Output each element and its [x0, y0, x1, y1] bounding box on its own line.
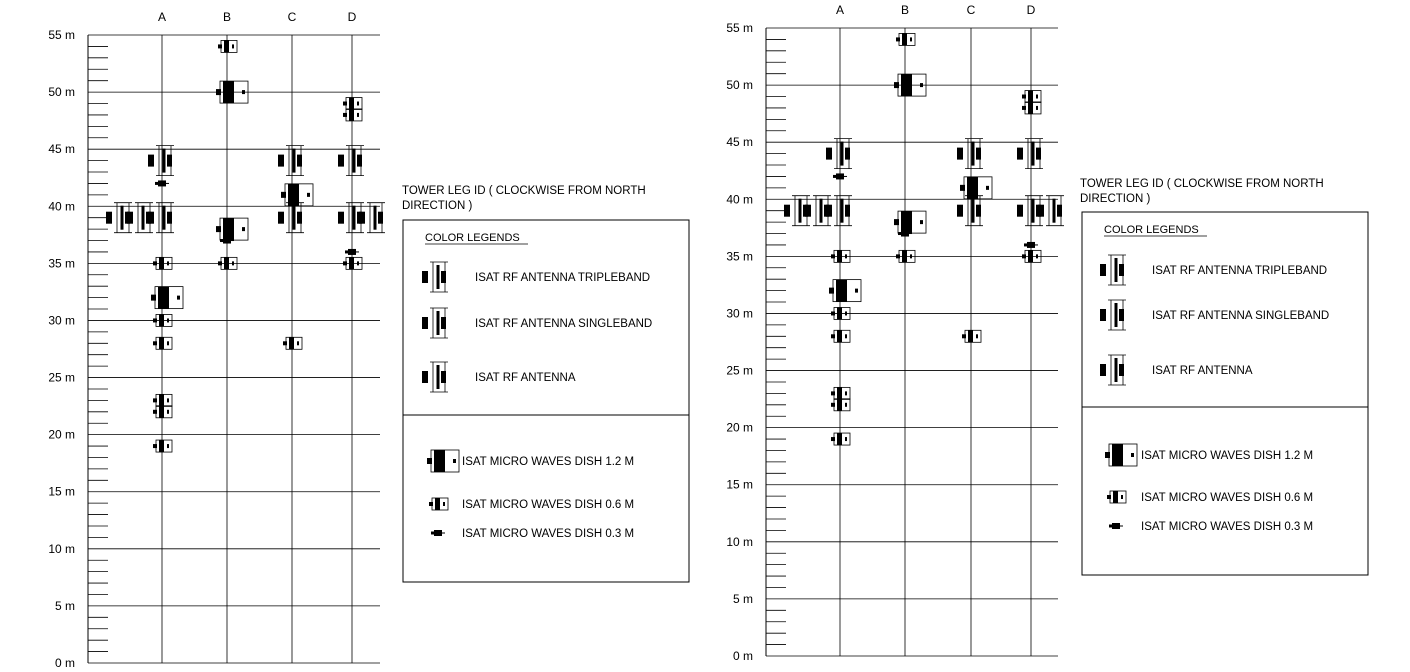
height-label: 50 m: [48, 85, 75, 100]
leg-header-b: B: [222, 10, 232, 24]
dish-0-6m-icon: [831, 433, 850, 445]
legend-item-dish12: ISAT MICRO WAVES DISH 1.2 M: [462, 456, 635, 468]
tower-leg-title: TOWER LEG ID ( CLOCKWISE FROM NORTH: [1080, 178, 1324, 190]
rf-antenna-icon: [1038, 196, 1064, 226]
rf-antenna-icon: [1100, 300, 1126, 330]
dish-0-6m-icon: [218, 40, 237, 52]
leg-header-d: D: [347, 10, 357, 24]
dish-0-6m-icon: [343, 98, 362, 110]
dish-0-6m-icon: [831, 399, 850, 411]
tower-leg-title-cont: DIRECTION ): [402, 200, 473, 212]
legend-item-singleband: ISAT RF ANTENNA SINGLEBAND: [475, 318, 653, 330]
panel-left: [48, 10, 689, 670]
rf-antenna-icon: [826, 196, 852, 226]
height-label: 0 m: [732, 649, 753, 663]
dish-0-6m-icon: [343, 109, 362, 121]
dish-1-2m-icon: [894, 74, 926, 96]
legend-item-dish06: ISAT MICRO WAVES DISH 0.6 M: [1141, 492, 1314, 504]
rf-antenna-icon: [422, 308, 448, 338]
dish-0-6m-icon: [153, 440, 172, 452]
rf-antenna-icon: [1100, 355, 1126, 385]
dish-0-6m-icon: [831, 387, 850, 399]
height-label: 20 m: [48, 427, 75, 442]
dish-0-6m-icon: [153, 406, 172, 418]
rf-antenna-icon: [359, 203, 385, 233]
height-label: 15 m: [48, 484, 75, 499]
dish-1-2m-icon: [427, 450, 459, 472]
leg-header-c: C: [287, 10, 297, 24]
dish-0-6m-icon: [153, 337, 172, 349]
leg-header-a: A: [835, 3, 845, 17]
legend-item-tripleband: ISAT RF ANTENNA TRIPLEBAND: [1152, 265, 1328, 277]
height-label: 45 m: [726, 135, 753, 150]
dish-0-6m-icon: [283, 337, 302, 349]
height-label: 30 m: [48, 313, 75, 328]
dish-0-6m-icon: [1107, 491, 1126, 503]
height-label: 5 m: [54, 598, 75, 613]
rf-antenna-icon: [422, 362, 448, 392]
dish-0-6m-icon: [896, 33, 915, 45]
height-label: 10 m: [48, 541, 75, 556]
dish-1-2m-icon: [894, 211, 926, 233]
rf-antenna-icon: [148, 146, 174, 176]
rf-antenna-icon: [957, 196, 983, 226]
height-label: 55 m: [726, 21, 753, 35]
rf-antenna-icon: [826, 139, 852, 169]
legend-item-dish03: ISAT MICRO WAVES DISH 0.3 M: [1141, 521, 1314, 533]
leg-header-d: D: [1026, 3, 1036, 17]
dish-1-2m-icon: [1105, 444, 1137, 466]
legend-title: COLOR LEGENDS: [425, 232, 520, 244]
dish-1-2m-icon: [829, 280, 861, 302]
dish-0-3m-icon: [431, 530, 445, 536]
legend-item-rf: ISAT RF ANTENNA: [1152, 365, 1253, 377]
height-label: 35 m: [726, 249, 753, 264]
height-label: 25 m: [48, 370, 75, 385]
height-label: 15 m: [726, 477, 753, 492]
rf-antenna-icon: [278, 203, 304, 233]
height-label: 5 m: [732, 591, 753, 606]
dish-0-3m-icon: [833, 173, 847, 179]
height-label: 40 m: [726, 192, 753, 207]
leg-header-a: A: [157, 10, 167, 24]
rf-antenna-icon: [278, 146, 304, 176]
dish-0-3m-icon: [1109, 523, 1123, 529]
dish-1-2m-icon: [151, 287, 183, 309]
legend-item-dish03: ISAT MICRO WAVES DISH 0.3 M: [462, 528, 635, 540]
leg-header-c: C: [966, 3, 976, 17]
dish-0-6m-icon: [1022, 102, 1041, 114]
rf-antenna-icon: [338, 146, 364, 176]
leg-header-b: B: [900, 3, 910, 17]
dish-1-2m-icon: [216, 81, 248, 103]
legend-item-dish12: ISAT MICRO WAVES DISH 1.2 M: [1141, 450, 1314, 462]
dish-0-6m-icon: [831, 330, 850, 342]
height-label: 40 m: [48, 199, 75, 214]
height-label: 30 m: [726, 306, 753, 321]
height-label: 25 m: [726, 363, 753, 378]
rf-antenna-icon: [422, 262, 448, 292]
height-label: 35 m: [48, 256, 75, 271]
dish-0-3m-icon: [155, 180, 169, 186]
legend-item-dish06: ISAT MICRO WAVES DISH 0.6 M: [462, 499, 635, 511]
legend-item-rf: ISAT RF ANTENNA: [475, 372, 576, 384]
rf-antenna-icon: [1017, 139, 1043, 169]
dish-0-6m-icon: [1022, 91, 1041, 103]
dish-0-3m-icon: [1024, 242, 1038, 248]
rf-antenna-icon: [148, 203, 174, 233]
legend-item-tripleband: ISAT RF ANTENNA TRIPLEBAND: [475, 272, 651, 284]
rf-antenna-icon: [957, 139, 983, 169]
height-label: 45 m: [48, 142, 75, 157]
dish-0-6m-icon: [962, 330, 981, 342]
height-label: 0 m: [54, 656, 75, 670]
height-label: 55 m: [48, 28, 75, 42]
legend-item-singleband: ISAT RF ANTENNA SINGLEBAND: [1152, 310, 1330, 322]
dish-0-6m-icon: [153, 394, 172, 406]
panel-right: [726, 3, 1368, 663]
legend-title: COLOR LEGENDS: [1104, 224, 1199, 236]
height-label: 20 m: [726, 420, 753, 435]
rf-antenna-icon: [1100, 255, 1126, 285]
height-label: 10 m: [726, 534, 753, 549]
height-label: 50 m: [726, 78, 753, 93]
tower-leg-title-cont: DIRECTION ): [1080, 193, 1151, 205]
dish-1-2m-icon: [216, 218, 248, 240]
dish-0-3m-icon: [345, 249, 359, 255]
dish-0-6m-icon: [429, 498, 448, 510]
tower-leg-title: TOWER LEG ID ( CLOCKWISE FROM NORTH: [402, 185, 646, 197]
